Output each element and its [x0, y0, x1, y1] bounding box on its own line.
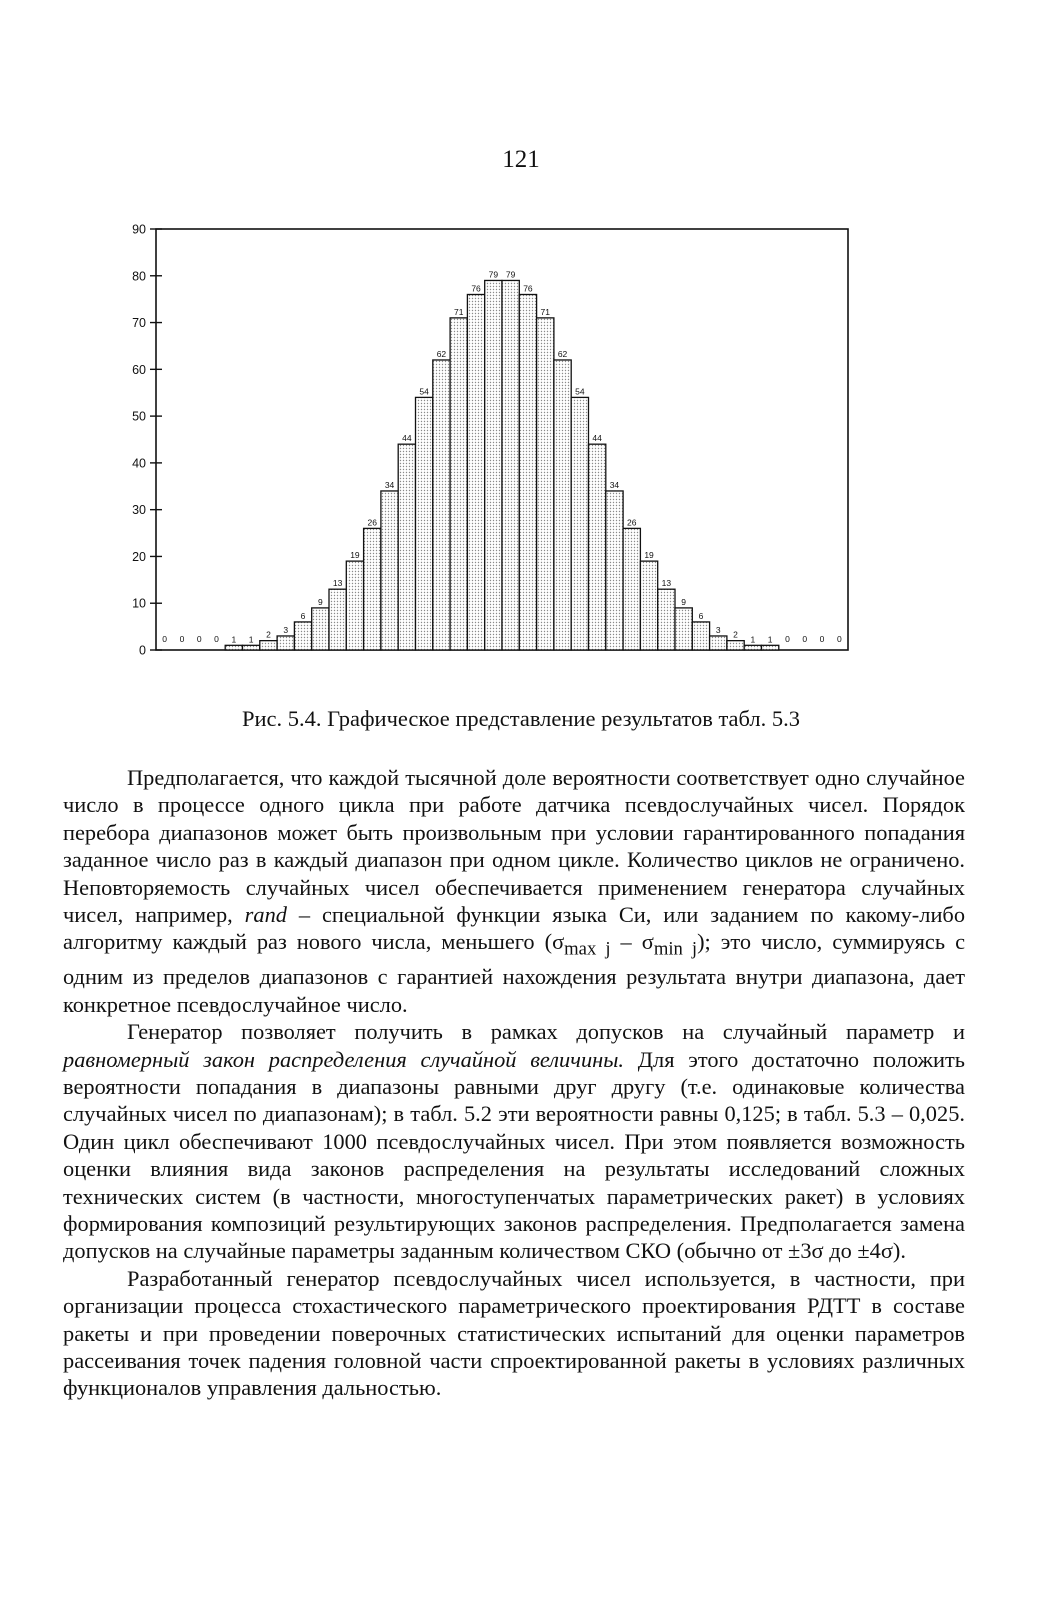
y-tick-label-10: 10: [132, 596, 146, 611]
bar-label-7: 3: [283, 624, 289, 635]
p1-text-c: ); это число, суммируясь с одним из пределов диапазонов с гарантией нахождения результата внутри диапазона, дает конкретное псевдослучайное число.: [63, 929, 966, 1017]
p1-rand-term: rand: [244, 902, 287, 928]
bar-29: [658, 589, 675, 650]
bar-label-25: 44: [592, 433, 602, 444]
bar-label-5: 1: [248, 634, 254, 645]
bar-27: [623, 528, 640, 650]
bar-13: [381, 491, 398, 650]
bar-9: [312, 608, 329, 650]
bar-33: [727, 641, 744, 650]
bar-31: [692, 622, 709, 650]
bar-label-18: 76: [471, 283, 481, 294]
bar-32: [710, 636, 727, 650]
minus-sign: –: [610, 929, 642, 955]
paragraph-1: [63, 764, 965, 1018]
bar-label-27: 26: [627, 517, 637, 528]
bar-label-4: 1: [231, 634, 237, 645]
p2-text-b: Для этого достаточно положить вероятности попадания в диапазоны равными друг другу (т.е. одинаковые количества случайных чисел по диапазонам); в табл. 5.2 эти вероятности равны 0,125; в табл. 5.3 – 0,025. Один цикл обеспечивают 1000 псевдослучайных чисел. При этом появляется возможность оценки влияния вида законов распределения на результаты исследований сложных технических систем (в частности, многоступенчатых параметрических ракет) в условиях формирования композиций результирующих законов распределения. Предполагается замена допусков на случайные параметры заданным количеством СКО (обычно от ±3σ до ±4σ).: [63, 1046, 965, 1264]
bar-8: [294, 622, 311, 650]
bar-28: [640, 561, 657, 650]
bar-label-16: 62: [436, 348, 447, 359]
bar-18: [467, 294, 484, 650]
bar-label-19: 79: [488, 269, 499, 280]
bar-label-34: 1: [750, 634, 756, 645]
sigma-sub-max: max j: [564, 938, 611, 960]
bar-label-39: 0: [836, 634, 842, 644]
page-number: 121: [502, 146, 540, 173]
bar-34: [744, 645, 761, 650]
bar-label-30: 9: [681, 596, 687, 607]
p1-text-a: Предполагается, что каждой тысячной доле вероятности соответствует одно случайное число в процессе одного цикла при работе датчика псевдослучайных чисел. Порядок перебора диапазонов может быть произвольным при условии гарантированного попадания заданное число раз в каждый диапазон при одном цикле. Количество циклов не ограничено. Неповторяемость случайных чисел обеспечивается применением генератора случайных чисел, например,: [63, 765, 965, 928]
y-tick-label-80: 80: [132, 269, 146, 284]
bar-23: [554, 360, 571, 650]
y-tick-label-40: 40: [132, 456, 146, 471]
bar-5: [243, 645, 260, 650]
bar-15: [416, 397, 433, 650]
bar-label-13: 34: [384, 479, 395, 490]
p1-text-b: – специальной функции языка Си, или заданием по какому-либо алгоритму каждый раз нового числа, меньшего (: [63, 902, 966, 955]
bar-label-20: 79: [505, 269, 516, 280]
bar-10: [329, 589, 346, 650]
bar-30: [675, 608, 692, 650]
bar-19: [485, 280, 502, 650]
paragraph-3: Разработанный генератор псевдослучайных чисел используется, в частности, при организации процесса стохастического параметрического проектирования РДТТ в составе ракеты и при проведении поверочных статистических испытаний для оценки параметров рассеивания точек падения головной части спроектированной ракеты в условиях различных функционалов управления дальностью.: [63, 1265, 965, 1401]
bar-label-2: 0: [196, 634, 202, 644]
bar-label-12: 26: [367, 517, 377, 528]
p2-text-a: Генератор позволяет получить в рамках допусков на случайный параметр и: [127, 1019, 965, 1045]
bar-label-11: 19: [350, 550, 360, 561]
bar-label-22: 71: [540, 306, 550, 317]
bar-20: [502, 280, 519, 650]
y-tick-label-50: 50: [132, 409, 146, 424]
bar-label-3: 0: [214, 634, 219, 644]
sigma-symbol: σ: [552, 929, 565, 955]
bar-label-14: 44: [402, 433, 412, 444]
bar-25: [589, 444, 606, 650]
bar-label-8: 6: [300, 610, 306, 621]
bar-26: [606, 491, 623, 650]
bar-22: [537, 318, 554, 650]
bar-label-38: 0: [819, 634, 825, 644]
bar-label-17: 71: [454, 306, 464, 317]
p2-emphasis: равномерный закон распределения случайной величины.: [63, 1046, 625, 1072]
bar-label-28: 19: [644, 550, 654, 561]
bar-35: [762, 645, 779, 650]
body-text: [63, 764, 965, 1402]
bar-label-15: 54: [419, 386, 429, 397]
bar-label-1: 0: [179, 634, 185, 644]
bar-6: [260, 641, 277, 650]
y-tick-label-30: 30: [132, 503, 146, 518]
bar-label-26: 34: [609, 479, 620, 490]
bar-4: [225, 645, 242, 650]
bar-label-23: 62: [557, 348, 568, 359]
bar-label-37: 0: [802, 634, 808, 644]
y-tick-label-70: 70: [132, 316, 146, 331]
y-tick-label-60: 60: [132, 362, 146, 377]
figure-caption: Рис. 5.4. Графическое представление результатов табл. 5.3: [241, 706, 801, 731]
bar-label-24: 54: [575, 386, 585, 397]
y-tick-label-0: 0: [139, 643, 146, 658]
bar-label-36: 0: [785, 634, 790, 644]
bar-label-9: 9: [317, 596, 323, 607]
bar-label-6: 2: [266, 629, 271, 640]
paragraph-2: [63, 1018, 965, 1265]
bar-24: [571, 397, 588, 650]
bar-21: [519, 294, 536, 650]
bar-14: [398, 444, 415, 650]
bar-11: [346, 561, 363, 650]
bar-12: [364, 528, 381, 650]
bar-label-33: 2: [733, 629, 738, 640]
sigma-symbol-2: σ: [641, 929, 654, 955]
histogram-chart: [120, 210, 860, 670]
bar-label-31: 6: [698, 610, 704, 621]
y-tick-label-90: 90: [132, 222, 146, 237]
bar-label-0: 0: [162, 634, 168, 644]
bar-label-10: 13: [332, 578, 343, 589]
bar-17: [450, 318, 467, 650]
y-tick-label-20: 20: [132, 549, 146, 564]
bar-label-35: 1: [767, 634, 773, 645]
chart-bars: [225, 280, 779, 650]
bar-16: [433, 360, 450, 650]
bar-label-29: 13: [661, 578, 672, 589]
sigma-sub-min: min j: [653, 938, 698, 960]
bar-label-32: 3: [715, 624, 721, 635]
bar-7: [277, 636, 294, 650]
bar-label-21: 76: [523, 283, 533, 294]
